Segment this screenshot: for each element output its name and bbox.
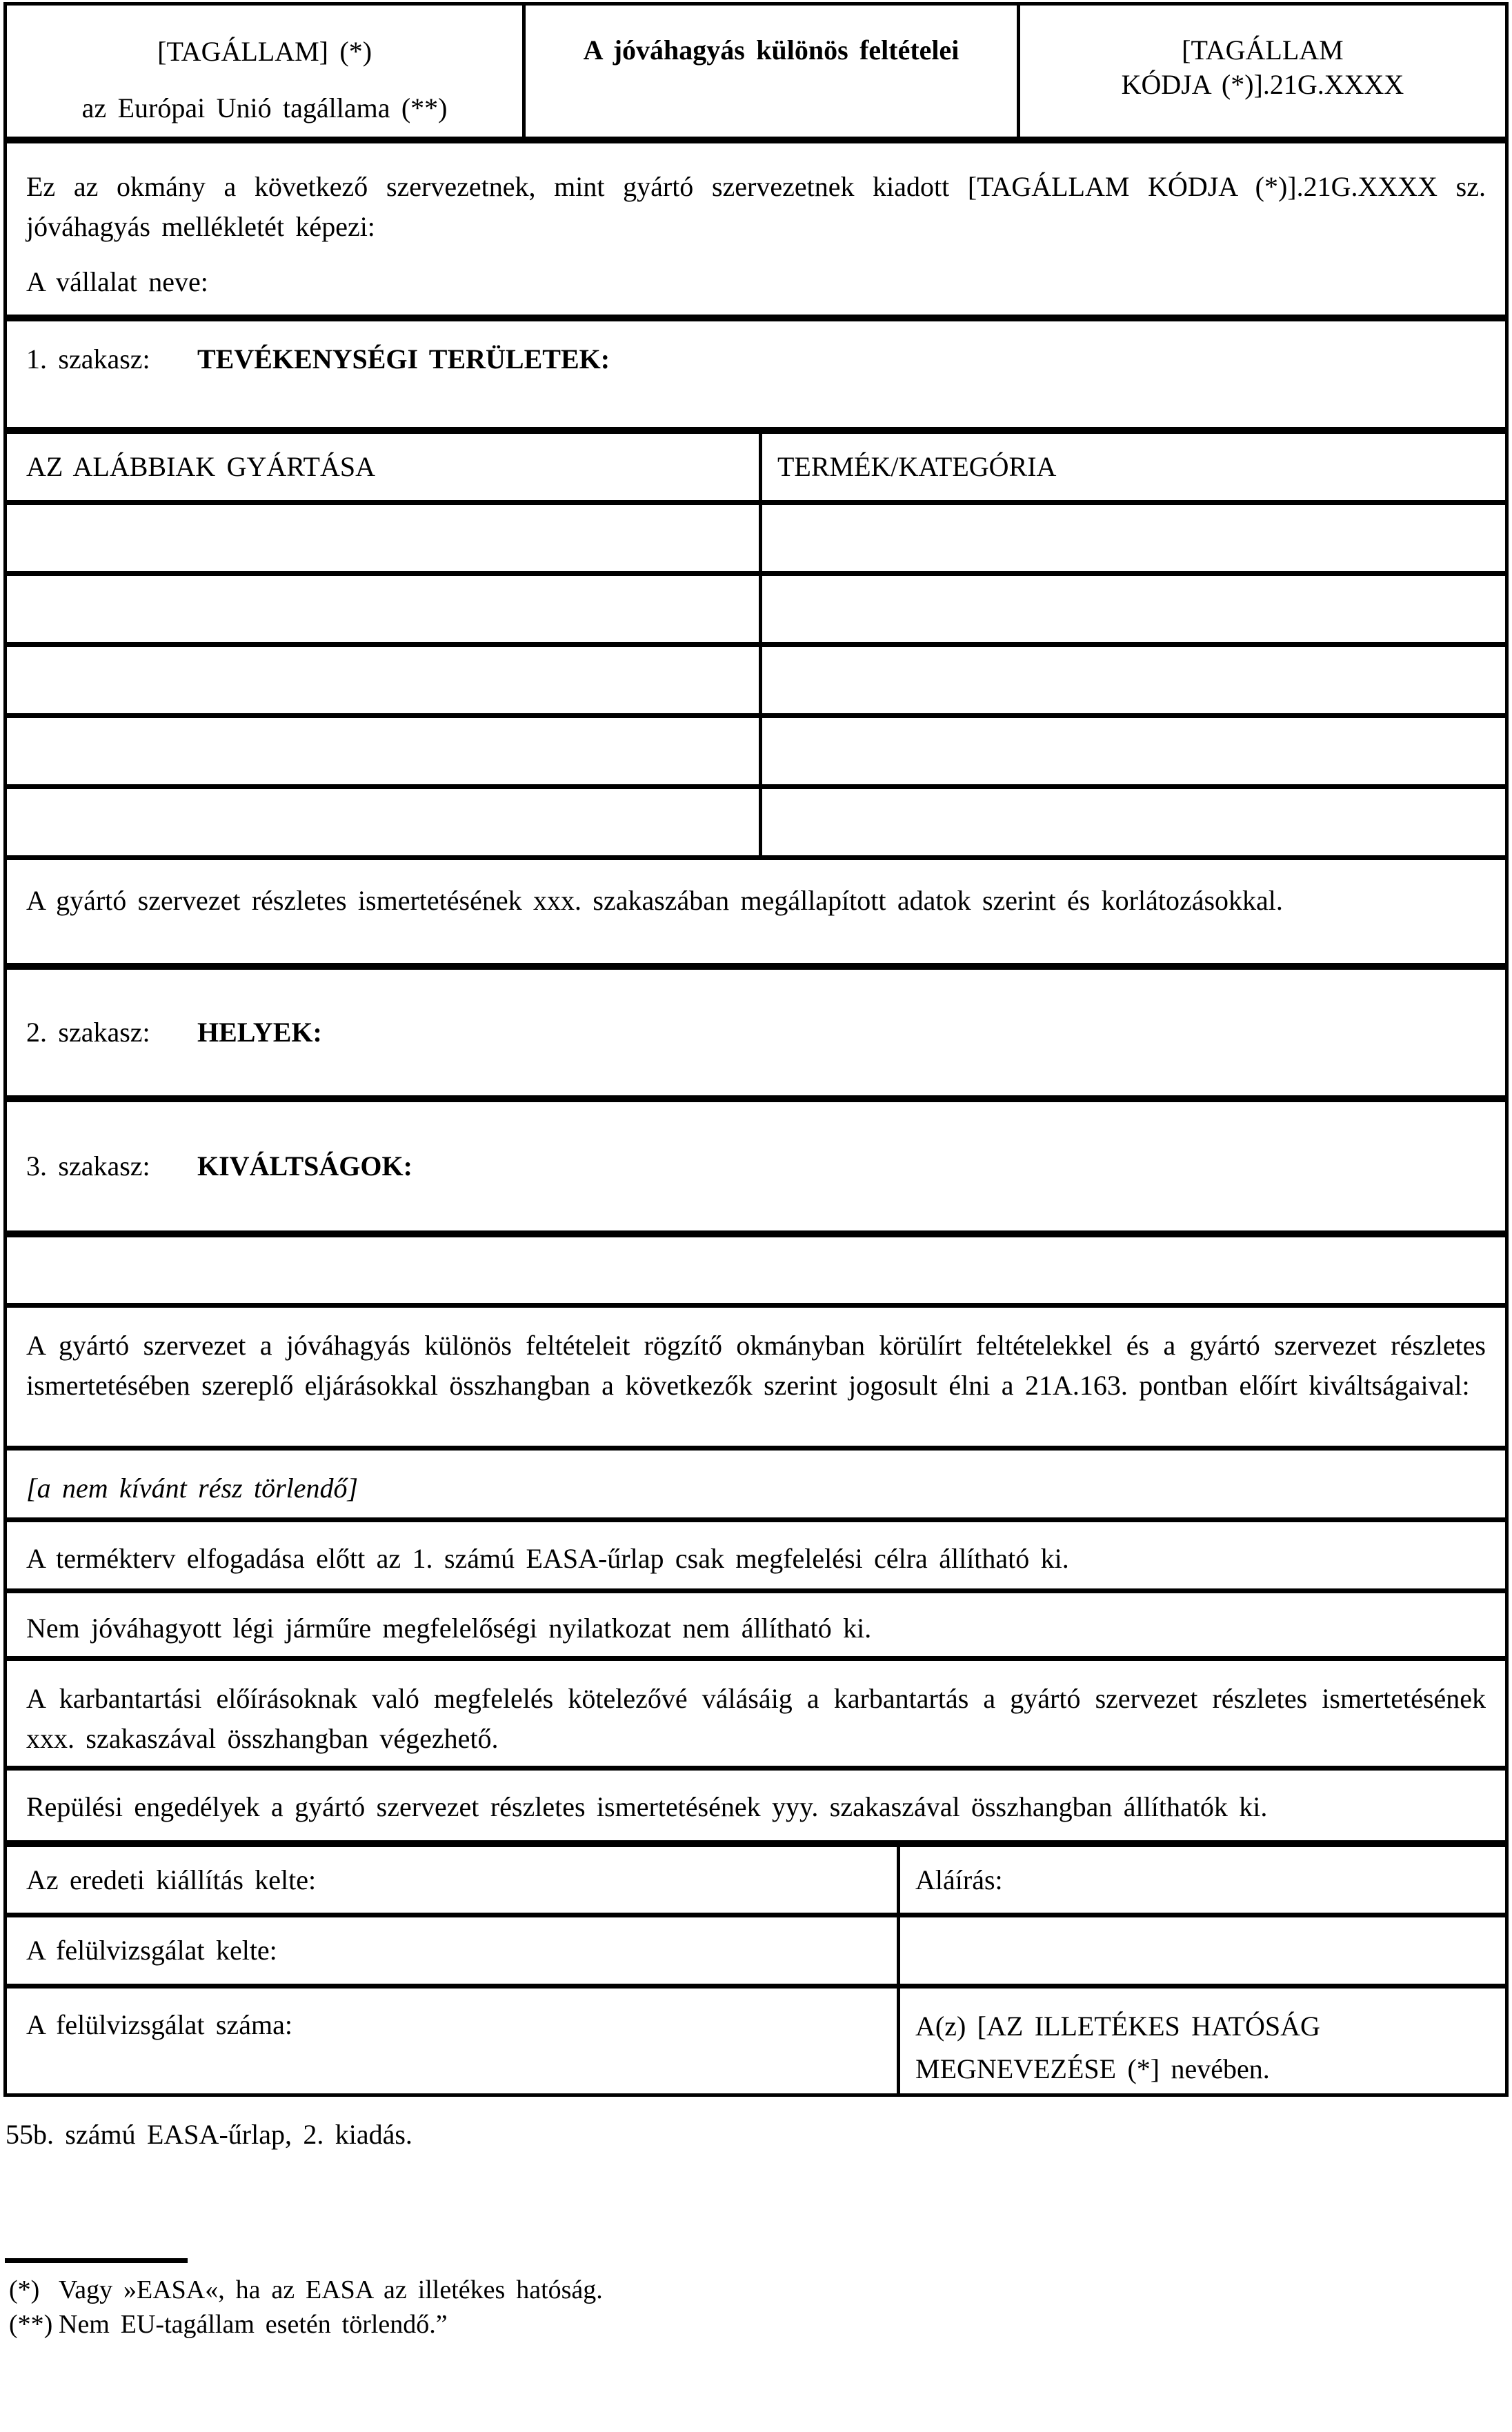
table-row xyxy=(7,1989,1505,2093)
member-state-line2: az Európai Unió tagállama (**) xyxy=(81,92,448,123)
footnote-marker: (*) xyxy=(9,2275,40,2304)
approval-code-cell xyxy=(1017,6,1505,137)
activity-table-note: A gyártó szervezet részletes ismertetésének xxx. szakaszában megállapított adatok szerint és korlátozásokkal. xyxy=(26,885,1283,916)
revision-date-value-cell xyxy=(897,1917,1505,1984)
member-state-line1: [TAGÁLLAM] (*) xyxy=(157,36,372,67)
footnote xyxy=(5,2273,1512,2307)
privileges-section xyxy=(3,1234,1509,1844)
section-1-label: 1. szakasz: xyxy=(26,343,150,375)
revision-date-label: A felülvizsgálat kelte: xyxy=(26,1935,277,1966)
section-1-row xyxy=(3,318,1509,430)
footnote-marker: (**) xyxy=(9,2310,53,2339)
form-number: 55b. számú EASA-űrlap, 2. kiadás. xyxy=(6,2119,412,2150)
privilege-item: Nem jóváhagyott légi járműre megfelelőségi nyilatkozat nem állítható ki. xyxy=(7,1593,1505,1661)
col-header-product-category: TERMÉK/KATEGÓRIA xyxy=(759,434,1505,500)
table-row xyxy=(7,1917,1505,1989)
section-2-label: 2. szakasz: xyxy=(26,1017,150,1048)
activity-empty-row xyxy=(7,718,1505,789)
section-3-label: 3. szakasz: xyxy=(26,1150,150,1182)
header-table xyxy=(3,2,1509,140)
member-state-cell xyxy=(7,6,522,137)
activity-empty-cell-left xyxy=(7,789,759,855)
intro-paragraph: Ez az okmány a következő szervezetnek, mint gyártó szervezetnek kiadott [TAGÁLLAM KÓDJA (*)].21G.XXXX sz. jóváhagyás mellékletét képezi: xyxy=(26,171,1486,242)
activity-empty-cell-right xyxy=(759,647,1505,713)
privilege-item: A termékterv elfogadása előtt az 1. számú EASA-űrlap csak megfelelési célra állítható ki. xyxy=(7,1522,1505,1593)
footnote-text: Vagy »EASA«, ha az EASA az illetékes hatóság. xyxy=(59,2275,603,2304)
activity-empty-cell-left xyxy=(7,505,759,571)
deletion-note: [a nem kívánt rész törlendő] xyxy=(7,1451,1505,1522)
activity-empty-cell-right xyxy=(759,505,1505,571)
footnote-rule xyxy=(5,2258,188,2263)
original-issue-date-label: Az eredeti kiállítás kelte: xyxy=(26,1864,317,1895)
approval-code-line1: [TAGÁLLAM xyxy=(1182,34,1344,66)
activity-table xyxy=(3,430,1509,966)
privilege-item: A karbantartási előírásoknak való megfelelés kötelezővé válásáig a karbantartás a gyártó szervezet részletes ismertetésének xxx. szakaszával összhangban végezhető. xyxy=(7,1661,1505,1771)
activity-empty-row xyxy=(7,647,1505,718)
authority-name-cell xyxy=(897,1989,1505,2093)
signature-label: Aláírás: xyxy=(897,1847,1505,1913)
section-3-title: KIVÁLTSÁGOK: xyxy=(197,1150,412,1182)
header-row xyxy=(7,6,1505,137)
activity-empty-cell-right xyxy=(759,718,1505,784)
activity-header-row xyxy=(7,434,1505,505)
revision-number-label: A felülvizsgálat száma: xyxy=(26,2009,293,2040)
activity-empty-cell-right xyxy=(759,576,1505,642)
authority-name-line2: MEGNEVEZÉSE (*] nevében. xyxy=(915,2053,1270,2084)
privileges-empty-row xyxy=(7,1237,1505,1308)
activity-empty-row xyxy=(7,789,1505,860)
section-2-row xyxy=(3,966,1509,1099)
activity-empty-cell-left xyxy=(7,576,759,642)
section-1-title: TEVÉKENYSÉGI TERÜLETEK: xyxy=(197,343,610,375)
activity-empty-cell-left xyxy=(7,647,759,713)
form-title: A jóváhagyás különös feltételei xyxy=(522,6,1017,137)
activity-empty-cell-left xyxy=(7,718,759,784)
footnotes-block xyxy=(5,2258,1512,2342)
signature-table xyxy=(3,1844,1509,2097)
section-3-row xyxy=(3,1099,1509,1234)
authority-name-line1: A(z) [AZ ILLETÉKES HATÓSÁG xyxy=(915,2011,1320,2042)
company-name-label: A vállalat neve: xyxy=(26,266,208,297)
footnote-text: Nem EU-tagállam esetén törlendő.” xyxy=(59,2310,448,2339)
col-header-manufacture: AZ ALÁBBIAK GYÁRTÁSA xyxy=(26,451,375,482)
table-row xyxy=(7,1847,1505,1917)
privilege-item: Repülési engedélyek a gyártó szervezet részletes ismertetésének yyy. szakaszával összhangban állíthatók ki. xyxy=(26,1791,1268,1822)
activity-empty-row xyxy=(7,576,1505,647)
activity-empty-cell-right xyxy=(759,789,1505,855)
approval-code-line2: KÓDJA (*)].21G.XXXX xyxy=(1121,69,1404,100)
footnote xyxy=(5,2307,1512,2342)
section-2-title: HELYEK: xyxy=(197,1017,322,1048)
privileges-paragraph: A gyártó szervezet a jóváhagyás különös feltételeit rögzítő okmányban körülírt feltételekkel és a gyártó szervezet részletes ismertetésében szereplő eljárásokkal összhangban a következők szerint jogosult élni a 21A.163. pontban előírt kiváltságaival: xyxy=(7,1308,1505,1451)
activity-empty-row xyxy=(7,505,1505,576)
intro-section xyxy=(3,140,1509,318)
